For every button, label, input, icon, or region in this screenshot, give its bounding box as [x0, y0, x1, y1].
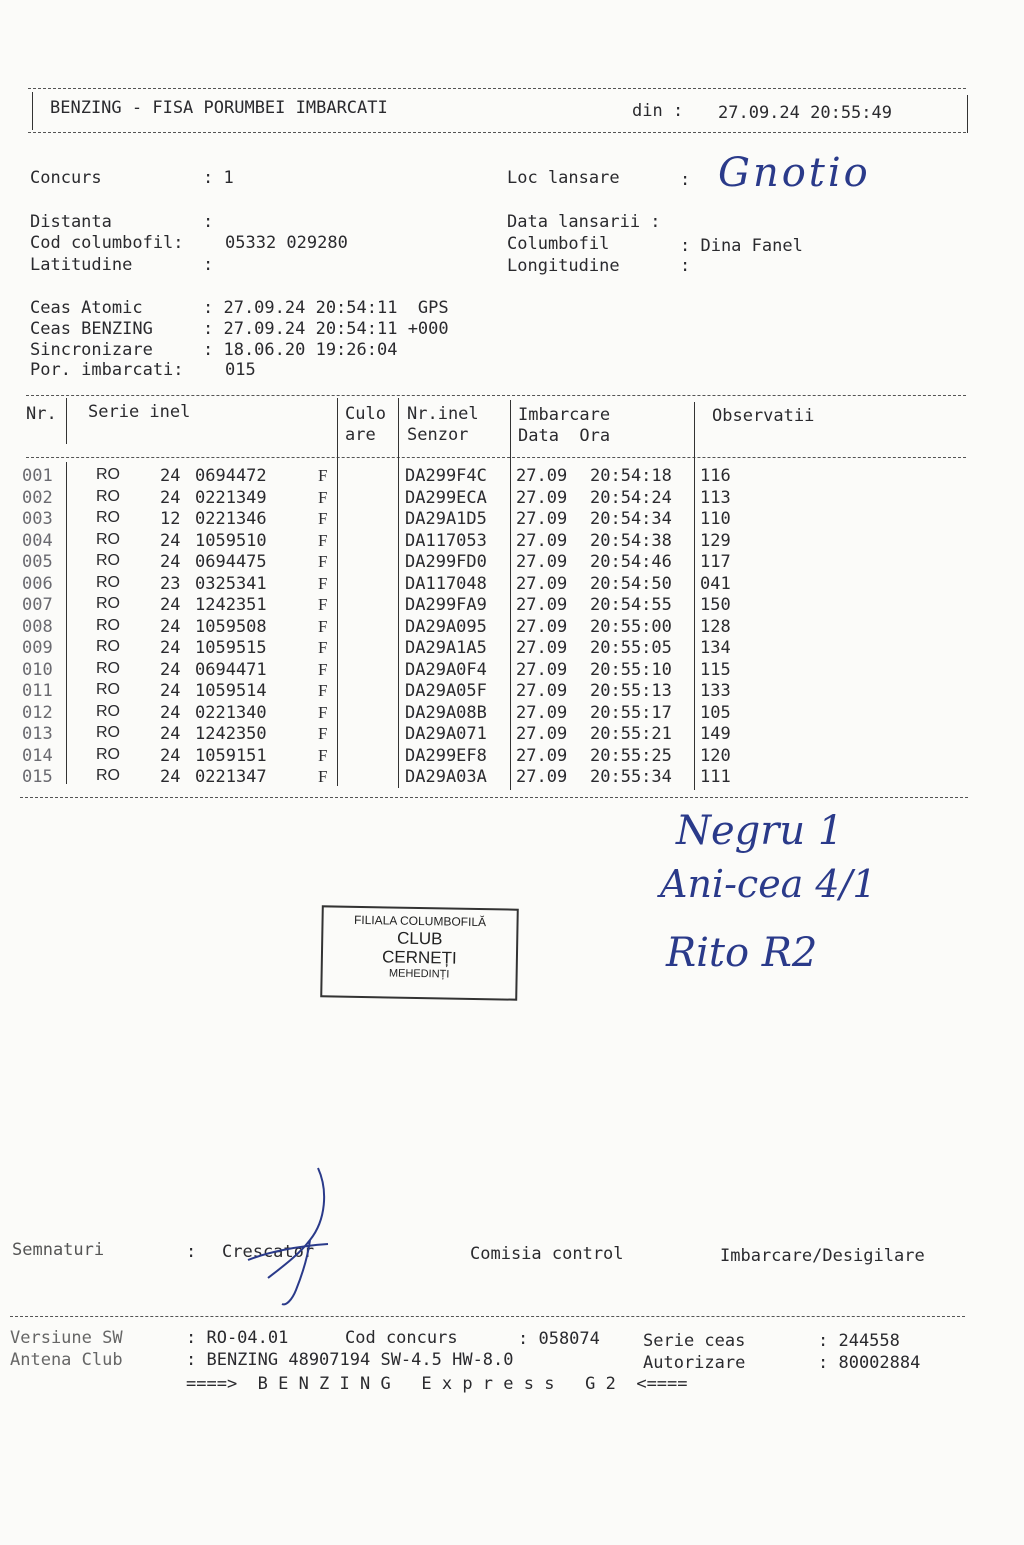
ceas-atomic-value: : 27.09.24 20:54:11 GPS [203, 298, 449, 318]
row-time: 20:55:34 [590, 767, 672, 787]
row-ring: 0221346 [195, 509, 267, 529]
cod-columbofil-label: Cod columbofil: [30, 233, 184, 253]
row-ring: 0325341 [195, 573, 267, 594]
row-year: 24 [160, 638, 181, 658]
row-nr: 002 [22, 487, 53, 508]
table-header-rule [26, 457, 966, 458]
antena-club-label: Antena Club [10, 1350, 123, 1370]
ceas-benzing-label: Ceas BENZING [30, 319, 153, 339]
table-row [0, 595, 1024, 617]
row-year: 24 [160, 552, 181, 572]
row-year: 24 [160, 487, 181, 508]
antena-club-value: : BENZING 48907194 SW-4.5 HW-8.0 [186, 1350, 514, 1370]
row-year: 24 [160, 702, 181, 723]
row-year: 12 [160, 509, 181, 529]
handwritten-note-1: Negru 1 [676, 808, 844, 854]
row-observatii: 110 [700, 509, 731, 529]
row-nr: 004 [22, 530, 53, 551]
stamp-line-4: MEHEDINȚI [388, 967, 450, 981]
row-nr: 014 [22, 745, 53, 766]
row-country: RO [96, 552, 120, 569]
row-sensor: DA29A05F [405, 681, 487, 701]
row-observatii: 116 [700, 466, 731, 486]
club-stamp [320, 905, 519, 1000]
row-nr: 012 [22, 702, 53, 723]
semnaturi-colon: : [186, 1242, 197, 1262]
row-sensor: DA29A095 [405, 616, 487, 637]
loc-lansare-label: Loc lansare [507, 168, 620, 188]
porumbei-imbarcati-label: Por. imbarcati: [30, 360, 184, 380]
table-row [0, 767, 1024, 789]
table-row [0, 724, 1024, 746]
th-culoare-1: Culo [345, 404, 386, 424]
row-observatii: 111 [700, 767, 731, 787]
row-sensor: DA299FD0 [405, 552, 487, 572]
row-country: RO [96, 509, 120, 526]
row-sex: F [318, 681, 328, 700]
row-ring: 0221347 [195, 767, 267, 787]
footer-rule [10, 1316, 965, 1317]
row-sex: F [318, 509, 328, 528]
row-date: 27.09 [516, 595, 568, 615]
table-row [0, 488, 1024, 510]
row-sensor: DA117048 [405, 573, 487, 594]
row-date: 27.09 [516, 552, 568, 572]
sincronizare-label: Sincronizare [30, 340, 153, 360]
autorizare-value: : 80002884 [818, 1353, 921, 1373]
row-nr: 015 [22, 767, 53, 787]
row-observatii: 149 [700, 724, 731, 744]
row-ring: 1059508 [195, 616, 267, 637]
cod-concurs-label: Cod concurs [345, 1328, 458, 1348]
row-date: 27.09 [516, 573, 568, 594]
row-sex: F [318, 573, 328, 593]
table-row [0, 746, 1024, 768]
stamp-line-3: CERNEȚI [381, 947, 457, 968]
row-ring: 0694471 [195, 659, 267, 680]
row-nr: 013 [22, 724, 53, 744]
row-date: 27.09 [516, 638, 568, 658]
comisia-control-label: Comisia control [470, 1244, 624, 1264]
th-serie-inel: Serie inel [88, 402, 191, 422]
row-country: RO [96, 530, 120, 548]
row-sex: F [318, 487, 328, 507]
table-row [0, 703, 1024, 725]
th-nr: Nr. [26, 404, 57, 424]
row-time: 20:54:50 [590, 573, 672, 594]
row-sex: F [318, 659, 328, 679]
row-time: 20:55:17 [590, 702, 672, 723]
row-sex: F [318, 616, 328, 636]
row-nr: 008 [22, 616, 53, 637]
header-left-border [32, 92, 33, 130]
row-sex: F [318, 638, 328, 657]
cod-columbofil-value: 05332 029280 [225, 233, 348, 253]
row-sensor: DA117053 [405, 530, 487, 551]
versiune-sw-value: : RO-04.01 [186, 1328, 289, 1348]
row-year: 24 [160, 659, 181, 680]
row-date: 27.09 [516, 702, 568, 723]
col-sep-nr-head [66, 398, 67, 444]
row-ring: 1242350 [195, 724, 267, 744]
handwritten-note-3: Rito R2 [666, 930, 818, 976]
row-sex: F [318, 552, 328, 571]
row-time: 20:54:55 [590, 595, 672, 615]
row-country: RO [96, 724, 120, 741]
loc-lansare-colon: : [680, 170, 691, 190]
row-sensor: DA299FA9 [405, 595, 487, 615]
distanta-colon: : [203, 212, 214, 232]
row-year: 24 [160, 466, 181, 486]
concurs-label: Concurs [30, 168, 102, 188]
row-country: RO [96, 702, 120, 720]
th-imbarcare-2: Data Ora [518, 426, 611, 446]
cod-concurs-value: : 058074 [518, 1329, 600, 1349]
table-row [0, 552, 1024, 574]
row-ring: 1059510 [195, 530, 267, 551]
row-country: RO [96, 638, 120, 655]
row-sensor: DA29A1D5 [405, 509, 487, 529]
row-time: 20:54:38 [590, 530, 672, 551]
row-nr: 003 [22, 509, 53, 529]
row-country: RO [96, 595, 120, 612]
row-year: 24 [160, 767, 181, 787]
table-top-rule [26, 395, 966, 396]
row-date: 27.09 [516, 487, 568, 508]
header-datetime: 27.09.24 20:55:49 [718, 103, 892, 123]
th-nr-inel-1: Nr.inel [407, 404, 479, 424]
table-row [0, 638, 1024, 660]
latitudine-colon: : [203, 255, 214, 275]
longitudine-label: Longitudine [507, 256, 620, 276]
porumbei-imbarcati-value: 015 [225, 360, 256, 380]
row-sex: F [318, 530, 328, 550]
row-sensor: DA29A03A [405, 767, 487, 787]
row-time: 20:54:24 [590, 487, 672, 508]
crescator-label: Crescator [222, 1242, 315, 1262]
row-time: 20:54:34 [590, 509, 672, 529]
ceas-benzing-value: : 27.09.24 20:54:11 +000 [203, 319, 449, 339]
row-time: 20:55:10 [590, 659, 672, 680]
row-observatii: 129 [700, 530, 731, 551]
table-row [0, 617, 1024, 639]
header-right-border [967, 95, 968, 133]
row-observatii: 041 [700, 573, 731, 594]
row-country: RO [96, 466, 120, 483]
concurs-value: : 1 [203, 168, 234, 188]
row-observatii: 115 [700, 659, 731, 680]
th-culoare-2: are [345, 425, 376, 445]
serie-ceas-value: : 244558 [818, 1331, 900, 1351]
row-sex: F [318, 702, 328, 722]
row-date: 27.09 [516, 616, 568, 637]
row-sensor: DA29A08B [405, 702, 487, 723]
versiune-sw-label: Versiune SW [10, 1328, 123, 1348]
row-time: 20:55:13 [590, 681, 672, 701]
row-year: 23 [160, 573, 181, 594]
row-country: RO [96, 767, 120, 784]
row-sensor: DA29A0F4 [405, 659, 487, 680]
table-row [0, 466, 1024, 488]
row-observatii: 120 [700, 745, 731, 766]
row-country: RO [96, 659, 120, 677]
signature-scribble [238, 1160, 348, 1310]
row-observatii: 105 [700, 702, 731, 723]
row-time: 20:55:00 [590, 616, 672, 637]
table-row [0, 509, 1024, 531]
row-time: 20:55:25 [590, 745, 672, 766]
row-time: 20:54:18 [590, 466, 672, 486]
row-country: RO [96, 616, 120, 634]
row-sex: F [318, 745, 328, 765]
row-observatii: 113 [700, 487, 731, 508]
row-country: RO [96, 681, 120, 698]
row-date: 27.09 [516, 681, 568, 701]
row-sensor: DA299F4C [405, 466, 487, 486]
row-ring: 0221349 [195, 487, 267, 508]
row-date: 27.09 [516, 509, 568, 529]
row-date: 27.09 [516, 767, 568, 787]
serie-ceas-label: Serie ceas [643, 1331, 746, 1351]
row-nr: 006 [22, 573, 53, 594]
row-date: 27.09 [516, 530, 568, 551]
row-nr: 009 [22, 638, 53, 658]
row-nr: 001 [22, 466, 53, 486]
row-time: 20:54:46 [590, 552, 672, 572]
row-ring: 0694472 [195, 466, 267, 486]
document-title: BENZING - FISA PORUMBEI IMBARCATI [50, 98, 388, 118]
row-sex: F [318, 724, 328, 743]
row-date: 27.09 [516, 724, 568, 744]
th-observatii: Observatii [712, 406, 815, 426]
table-row [0, 681, 1024, 703]
sincronizare-value: : 18.06.20 19:26:04 [203, 340, 398, 360]
row-year: 24 [160, 530, 181, 551]
row-date: 27.09 [516, 659, 568, 680]
latitudine-label: Latitudine [30, 255, 133, 275]
header-bottom-rule [28, 132, 966, 133]
row-date: 27.09 [516, 745, 568, 766]
row-sensor: DA29A071 [405, 724, 487, 744]
row-ring: 1059514 [195, 681, 267, 701]
data-lansarii-label: Data lansarii : [507, 212, 661, 232]
distanta-label: Distanta [30, 212, 112, 232]
row-sex: F [318, 595, 328, 614]
table-bottom-rule [20, 797, 968, 798]
row-nr: 011 [22, 681, 53, 701]
autorizare-label: Autorizare [643, 1353, 746, 1373]
row-year: 24 [160, 681, 181, 701]
header-top-rule [28, 88, 966, 89]
row-observatii: 150 [700, 595, 731, 615]
row-observatii: 117 [700, 552, 731, 572]
loc-lansare-handwritten: Gnotio [718, 150, 871, 196]
row-year: 24 [160, 595, 181, 615]
row-year: 24 [160, 724, 181, 744]
row-ring: 0221340 [195, 702, 267, 723]
semnaturi-label: Semnaturi [12, 1240, 105, 1260]
benzing-banner: ====> B E N Z I N G E x p r e s s G 2 <==== [186, 1374, 688, 1394]
th-imbarcare-1: Imbarcare [518, 405, 611, 425]
header-din-label: din : [632, 101, 684, 121]
row-country: RO [96, 745, 120, 763]
row-sensor: DA299ECA [405, 487, 487, 508]
table-row [0, 574, 1024, 596]
row-observatii: 133 [700, 681, 731, 701]
row-time: 20:55:05 [590, 638, 672, 658]
longitudine-colon: : [680, 256, 691, 276]
row-ring: 1242351 [195, 595, 267, 615]
row-observatii: 128 [700, 616, 731, 637]
columbofil-label: Columbofil [507, 234, 610, 254]
row-year: 24 [160, 616, 181, 637]
row-nr: 005 [22, 552, 53, 572]
row-country: RO [96, 487, 120, 505]
row-sex: F [318, 767, 328, 786]
th-nr-inel-2: Senzor [407, 425, 469, 445]
ceas-atomic-label: Ceas Atomic [30, 298, 143, 318]
row-ring: 0694475 [195, 552, 267, 572]
row-date: 27.09 [516, 466, 568, 486]
table-row [0, 660, 1024, 682]
row-sensor: DA29A1A5 [405, 638, 487, 658]
stamp-line-1: FILIALA COLUMBOFILĂ [353, 912, 487, 930]
row-nr: 007 [22, 595, 53, 615]
handwritten-note-2: Ani-cea 4/1 [660, 862, 877, 906]
row-sensor: DA299EF8 [405, 745, 487, 766]
row-ring: 1059515 [195, 638, 267, 658]
row-country: RO [96, 573, 120, 591]
table-row [0, 531, 1024, 553]
row-nr: 010 [22, 659, 53, 680]
stamp-line-2: CLUB [396, 928, 443, 949]
row-ring: 1059151 [195, 745, 267, 766]
columbofil-value: : Dina Fanel [680, 236, 803, 256]
row-time: 20:55:21 [590, 724, 672, 744]
row-observatii: 134 [700, 638, 731, 658]
imbarcare-desigilare-label: Imbarcare/Desigilare [720, 1246, 925, 1266]
row-sex: F [318, 466, 328, 485]
row-year: 24 [160, 745, 181, 766]
